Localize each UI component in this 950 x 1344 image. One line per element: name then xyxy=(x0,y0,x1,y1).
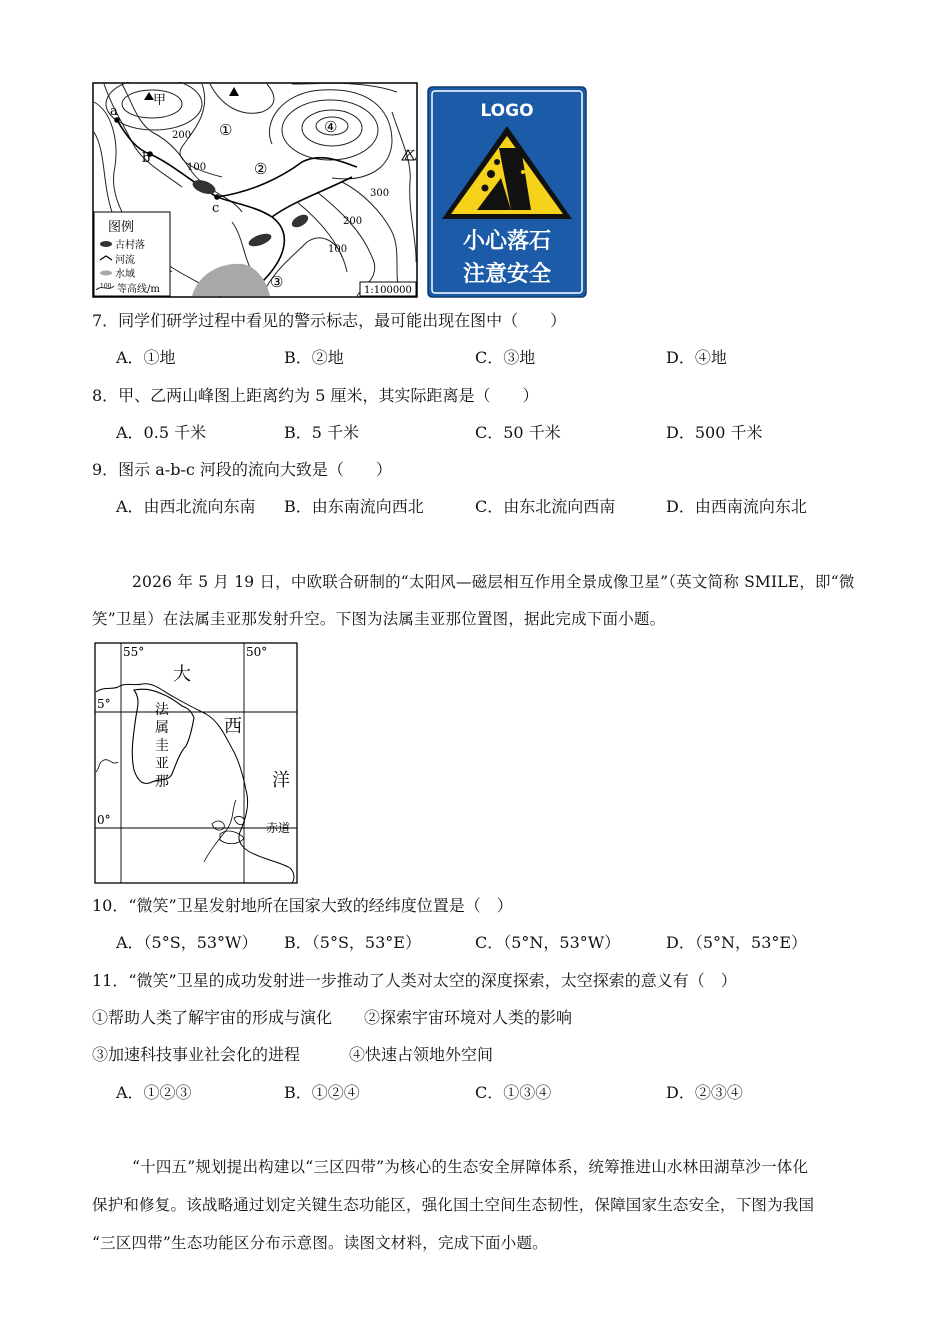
label-lat-0: 0° xyxy=(97,813,111,827)
sign-line-2: 注意安全 xyxy=(462,262,552,287)
q11-item-1: ①帮助人类了解宇宙的形成与演化 xyxy=(92,1008,333,1027)
label-area-4: ④ xyxy=(324,118,338,136)
passage-1-line-1: 2026 年 5 月 19 日，中欧联合研制的“太阳风—磁层相互作用全景成像卫星”（英文简称 SMILE，即“微 xyxy=(132,573,855,591)
passage-2-line-2: 保护和修复。该战略通过划定关键生态功能区，强化国土空间生态韧性，保障国家生态安全，下图为我国 xyxy=(92,1196,815,1214)
q9-option-d[interactable]: D．由西南流向东北 xyxy=(666,497,807,516)
contour-value: 300 xyxy=(370,188,390,199)
question-8-stem: 8．甲、乙两山峰图上距离约为 5 厘米，其实际距离是（ ） xyxy=(92,386,539,405)
q11-option-a[interactable]: A．①②③ xyxy=(116,1083,192,1102)
country-label: 法 属 圭 亚 那 xyxy=(155,702,169,790)
q8-option-b[interactable]: B．5 千米 xyxy=(284,423,360,442)
q7-option-a[interactable]: A．①地 xyxy=(116,348,176,367)
passage-2-line-3: “三区四带”生态功能区分布示意图。读图文材料，完成下面小题。 xyxy=(92,1234,548,1252)
label-lon-55: 55° xyxy=(123,645,145,659)
question-10-stem: 10．“微笑”卫星发射地所在国家大致的经纬度位置是（ ） xyxy=(92,896,513,915)
q7-option-c[interactable]: C．③地 xyxy=(475,348,536,367)
question-7-stem: 7．同学们研学过程中看见的警示标志，最可能出现在图中（ ） xyxy=(92,311,567,330)
q11-option-b[interactable]: B．①②④ xyxy=(284,1083,360,1102)
question-11-stem: 11．“微笑”卫星的成功发射进一步推动了人类对太空的深度探索，太空探索的意义有（ ） xyxy=(92,971,737,990)
label-yi: 乙 xyxy=(404,149,418,164)
passage-1-line-2: 笑”卫星）在法属圭亚那发射升空。下图为法属圭亚那位置图，据此完成下面小题。 xyxy=(92,610,666,628)
point-c xyxy=(214,194,220,200)
legend-item: 水域 xyxy=(115,269,135,280)
q11-option-c[interactable]: C．①③④ xyxy=(475,1083,552,1102)
q10-option-b[interactable]: B．（5°S，53°E） xyxy=(284,933,421,952)
q7-option-d[interactable]: D．④地 xyxy=(666,348,727,367)
sign-logo: LOGO xyxy=(480,101,534,121)
ocean-label-2: 西 xyxy=(224,716,242,737)
q11-item-3: ③加速科技事业社会化的进程 xyxy=(92,1045,301,1064)
legend-contour-sample: 100 xyxy=(100,283,112,290)
q9-option-c[interactable]: C．由东北流向西南 xyxy=(475,497,616,516)
contour-map xyxy=(92,82,418,298)
legend-item: 河流 xyxy=(115,255,135,266)
ocean-label-1: 大 xyxy=(173,664,191,685)
q11-option-d[interactable]: D．②③④ xyxy=(666,1083,743,1102)
legend-item: 古村落 xyxy=(115,240,145,251)
label-area-1: ① xyxy=(219,121,233,139)
contour-value: 100 xyxy=(187,162,207,173)
question-9-stem: 9．图示 a-b-c 河段的流向大致是（ ） xyxy=(92,460,392,479)
french-guiana-map xyxy=(94,642,298,884)
legend-title: 图例 xyxy=(108,220,135,235)
legend-item: 等高线/m xyxy=(117,284,160,295)
map-frame xyxy=(95,643,297,883)
contour-value: 200 xyxy=(172,130,192,141)
label-lat-5: 5° xyxy=(97,697,111,711)
sign-line-1: 小心落石 xyxy=(462,229,552,254)
label-area-3: ③ xyxy=(270,273,284,291)
ocean-label-3: 洋 xyxy=(272,770,290,791)
q11-item-2: ②探索宇宙环境对人类的影响 xyxy=(364,1008,573,1027)
label-c: c xyxy=(212,201,220,216)
label-a: a xyxy=(110,104,118,119)
q9-option-b[interactable]: B．由东南流向西北 xyxy=(284,497,424,516)
q8-option-c[interactable]: C．50 千米 xyxy=(475,423,561,442)
label-area-2: ② xyxy=(254,160,268,178)
q8-option-d[interactable]: D．500 千米 xyxy=(666,423,763,442)
legend-village-icon xyxy=(100,241,112,247)
label-b: b xyxy=(142,151,151,166)
q10-option-c[interactable]: C．（5°N，53°W） xyxy=(475,933,621,952)
contour-value: 200 xyxy=(343,216,363,227)
legend-water-icon xyxy=(100,271,112,276)
scale-text: 1:100000 xyxy=(364,285,412,296)
equator-label: 赤道 xyxy=(266,821,291,835)
q9-option-a[interactable]: A．由西北流向东南 xyxy=(116,497,256,516)
contour-value: 100 xyxy=(328,244,348,255)
map-legend xyxy=(94,212,170,296)
q8-option-a[interactable]: A．0.5 千米 xyxy=(116,423,207,442)
warning-sign xyxy=(427,86,587,298)
q10-option-d[interactable]: D．（5°N，53°E） xyxy=(666,933,808,952)
label-jia: 甲 xyxy=(153,93,167,108)
q11-item-4: ④快速占领地外空间 xyxy=(349,1045,494,1064)
q7-option-b[interactable]: B．②地 xyxy=(284,348,344,367)
q10-option-a[interactable]: A．（5°S，53°W） xyxy=(116,933,258,952)
passage-2-line-1: “十四五”规划提出构建以“三区四带”为核心的生态安全屏障体系，统筹推进山水林田湖草沙一体化 xyxy=(132,1158,809,1176)
label-lon-50: 50° xyxy=(246,645,268,659)
